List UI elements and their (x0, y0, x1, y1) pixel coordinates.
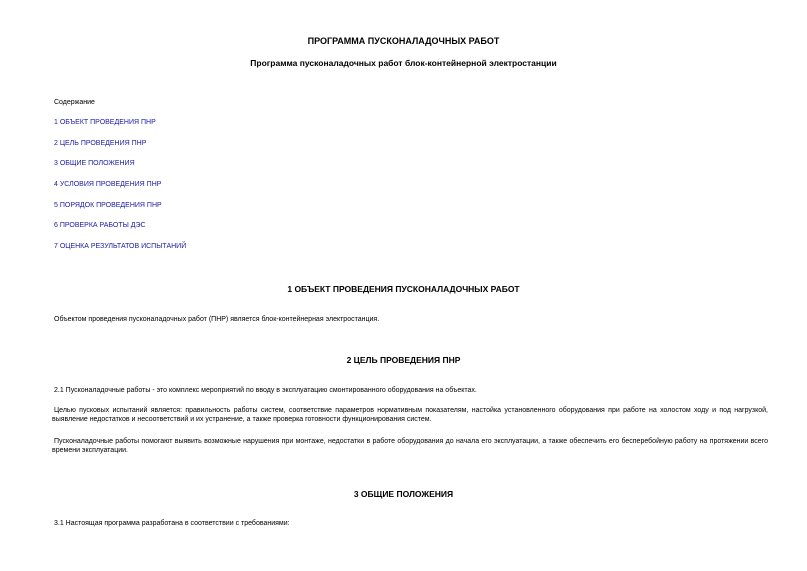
toc-item-7[interactable]: 7 ОЦЕНКА РЕЗУЛЬТАТОВ ИСПЫТАНИЙ (54, 243, 187, 250)
section-1-title: 1 ОБЪЕКТ ПРОВЕДЕНИЯ ПУСКОНАЛАДОЧНЫХ РАБОТ (287, 284, 520, 294)
toc-item-6[interactable]: 6 ПРОВЕРКА РАБОТЫ ДЭС (54, 222, 146, 229)
toc-heading: Содержание (54, 99, 95, 106)
toc-item-4[interactable]: 4 УСЛОВИЯ ПРОВЕДЕНИЯ ПНР (54, 181, 162, 188)
section-3-title: 3 ОБЩИЕ ПОЛОЖЕНИЯ (353, 489, 454, 499)
toc-item-3[interactable]: 3 ОБЩИЕ ПОЛОЖЕНИЯ (54, 160, 135, 167)
toc-item-5[interactable]: 5 ПОРЯДОК ПРОВЕДЕНИЯ ПНР (54, 202, 162, 209)
section-3-paragraph: 3.1 Настоящая программа разработана в соответствии с требованиями: (54, 520, 290, 527)
section-2-paragraph-1: 2.1 Пусконаладочные работы - это комплекс мероприятий по вводу в эксплуатацию смонтированного оборудования на объектах. (54, 387, 477, 394)
section-2-title: 2 ЦЕЛЬ ПРОВЕДЕНИЯ ПНР (346, 355, 461, 365)
section-2-paragraph-3: Пусконаладочные работы помогают выявить возможные нарушения при монтаже, недостатки в работе оборудования до начала его эксплуатации, а также обеспечить его бесперебойную работу на протяжении всего времени эксплуатации. (52, 438, 768, 454)
section-2-paragraph-2: Целью пусковых испытаний является: правильность работы систем, соответствие параметров нормативным показателям, настойка установленного оборудования при работе на холостом ходу и под нагрузкой, выявление недостатков и несоответствий и их устранение, а также проверка готовности функционирования систем. (52, 407, 768, 423)
toc-item-2[interactable]: 2 ЦЕЛЬ ПРОВЕДЕНИЯ ПНР (54, 140, 147, 147)
document-subtitle: Программа пусконаладочных работ блок-контейнерной электростанции (250, 58, 557, 68)
section-1-paragraph: Объектом проведения пусконаладочных работ (ПНР) является блок-контейнерная электростанция. (54, 316, 380, 323)
toc-item-1[interactable]: 1 ОБЪЕКТ ПРОВЕДЕНИЯ ПНР (54, 119, 156, 126)
document-title: ПРОГРАММА ПУСКОНАЛАДОЧНЫХ РАБОТ (307, 36, 500, 46)
